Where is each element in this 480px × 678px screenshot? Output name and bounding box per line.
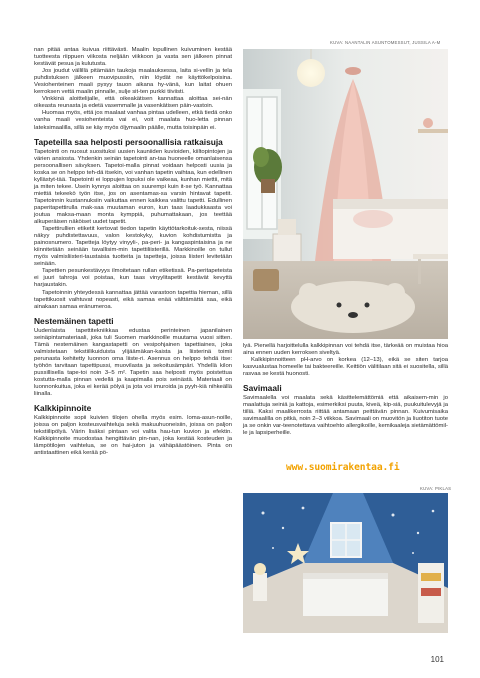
section-heading: Nestemäinen tapetti bbox=[34, 315, 114, 326]
paragraph: lyä. Pienellä harjoittelulla kalkkipinnan voi tehdä itse, tärkeää on muistaa hioa aina ennen uuden kerroksen siveltyä. bbox=[243, 343, 448, 357]
paragraph: Kalkkipinnoitteen pH-arvo on korkea (12–13), eikä se siten tarjoa kasvualustaa homeelle tai bakteereille. Keittiön välitilaan sitä ei suositella, sillä rasvaa se kestä huonosti. bbox=[243, 357, 448, 378]
attic-room-photo bbox=[243, 493, 448, 633]
paragraph: Huomaa myös, että jos maalaat vanhaa pintaa udelleen, etkä tiedä onko vanha maali vesiohenteista vai ei, voit maalata huo-letta pinnan lateksimaalilla, sillä se käy myös öljymaalin päälle, mutta toisinpäin ei. bbox=[34, 110, 232, 131]
right-column bbox=[243, 343, 448, 438]
attic-room-illustration bbox=[243, 493, 448, 633]
paragraph: Vinkkinä aloittelijalle, että oikeakätisen kannattaa aloittaa sei-nän oikeasta reunasta ja edetä vasemmalle ja vasenkätisen päin-vastoin. bbox=[34, 96, 232, 110]
photo-credit: KUVA: PIKLAS bbox=[420, 486, 452, 491]
kids-room-photo bbox=[243, 49, 448, 339]
photo-credit: KUVA: NAANTALIN ASUNTOMESSUT, JUSSILA A-M bbox=[330, 40, 441, 45]
website-link[interactable]: www.suomirakentaa.fi bbox=[286, 462, 400, 473]
section-heading: Kalkkipinnoite bbox=[34, 403, 92, 414]
kids-room-illustration bbox=[243, 49, 448, 339]
paragraph: Savimaalella voi maalata sekä käsittelemättömiä että aikaisem-min jo maalattuja seiniä ja kattoja, esimerkiksi puuta, kiveä, kip-siä, puukuitulevyjä ja tiiliä. Kaksi maalikerrosta riittää antamaan peittävän pinnan. Kuivumisaika savimaalilla on pitkä, noin 2–3 viikkoa. Savimaali on muovitön ja liuotiton tuote ja se onkin var-teenotettava vaihtoehto allergikoille, kemikaaleja sietämättömil-le ja lapsiperheille. bbox=[243, 395, 448, 437]
paragraph: Jos joudut vällillä pitämään taukoja maalauksessa, laita si-vellin ja tela puhdistuksen jälkeen muovipussiin, niin löydät ne käyttökelpoisina. Vesiohenteinen maali pysyy tauon aikana hy-vänä, kun laitat ohuen kerroksen vettä maalin pinnalle, sulje sit-ten purkki tiiviisti. bbox=[34, 68, 232, 96]
paragraph: Tapetointi on nuosut suosituksi uusien kauniiden kuvioiden, kiiltopintojen ja värien ansiosta. Yhdenkin seinän tapetointi an-taa huoneelle omanlaisensa persoonallisen sävyksen. Tapetoi-malla pinnat voidaan helposti uusia ja koska se on helppo teh-dä itsekin, voi vanhan tapetin vaihtaa, kun edellinen kyllästyt-tää. Tapetointi ei loppujen lopuksi ole vaikeaa, kunhan miettii, mitä ja miten tekee. Usein kynnys aloittaa on suurempi kuin it-se työ. Kannattaa miettiä tekeekö työn itse, jos on asentamas-sa varsin hintavat tapetit. Tapetoinnin kustannuksiin vaikuttaa ennen kaikkea valittu tapetti. Edullinen paperitapettirulla mak-saa muutaman euron, kun taas laadukkaasta voi joutua maksa-maan monta kymppiä, puhumattakaan, jos teettää alkuperäisen näköiset uudet tapetit. bbox=[34, 148, 232, 226]
paragraph: Tapetoinnin yhteydessä kannattaa jättää varastoon tapettia hieman, sillä tapettikuosit vaihtuvat nopeasti, eikä samaa enää välttämättä saa, eikä ainakaan samaa eränumeroa. bbox=[34, 289, 232, 310]
paragraph: Tapettirullien etiketit kertovat tiedon tapetin käyttötarkoituk-sesta, niissä näkyy puhdistettavuus, valon kestokyky, kuvion kohdistumistta ja painosnumero. Tapetteja löytyy vinyyli-, pa-peri- ja kangaspintaisina ja ne kiinnitetään seinään tavallisim-min tapettiliisterillä. Markkinoille on tullut myös valmisliisteri-taustaisia tuotteita ja tapetteja, joissa liisteri levitetään seinään. bbox=[34, 226, 232, 268]
paragraph: Tapettien pesunkestävyys ilmoitetaan rullan etiketissä. Pa-peritapeteista ei juuri tahroja voi poistaa, kun taas vinyylitapetit kestävät kevyttä harjaustakin. bbox=[34, 268, 232, 289]
left-column bbox=[34, 47, 232, 457]
section-heading: Tapeteilla saa helposti persoonallisia ratkaisuja bbox=[34, 136, 223, 147]
paragraph: Uudenlaista tapettitekniikkaa edustaa perinteinen japanilainen seinäpintamateriaali, joka tuli Suomen markkinoille muutama vuosi sitten. Tämä nestemäinen kangastapetti on vesipohjainen tapettiaines, joka valmistetaan tekstiilikuiduista ylijäämäkan-kaista ja liisterinä toimii perunasta kehitetty luonnon oma liiste-ri. Asennus on helppo tehdä itse: työhön tarvitaan tapettipussi, muovilasta ja sekoitusämpäri. Yhdellä kilon pussillisella tape-toi noin 3–5 m². Tapetin saa helposti myös poistettua kostutta-malla pinnan vedellä ja kaapimalla pois seinästä. Materiaali on luonnonkuitua, joka ei kerää pölyä ja jota voi imuroida ja pyyh-kiä nihkeällä liinalla. bbox=[34, 327, 232, 398]
page-number: 101 bbox=[430, 655, 444, 664]
section-heading: Savimaali bbox=[243, 383, 282, 394]
paragraph: nan pitää antaa kuivua riittävästi. Maalin lopullinen kuivuminen kestää tuotteesta riippuen viikosta neljään viikkoon ja vasta sen jälkeen pinnat kestävät pesua ja kulutusta. bbox=[34, 47, 232, 68]
paragraph: Kalkkipinnoite sopii kuivien tilojen ohella myös esim. loma-asun-noille, joissa on paljon kosteusvaihteluja sekä makuuhuoneisiin, joissa on paljon tekstiilipölyä. Värin lisäksi pintaan voi valita hau-tun kuvion ja efektin. Kalkkipinnoite muodostaa hengittävän pin-nan, joka kestää kosteuden ja lämpötilojen vaihtelua, se on hai-juton ja vähäpäästöinen. Pinta on antistaattinen eikä kerää pö- bbox=[34, 415, 232, 457]
